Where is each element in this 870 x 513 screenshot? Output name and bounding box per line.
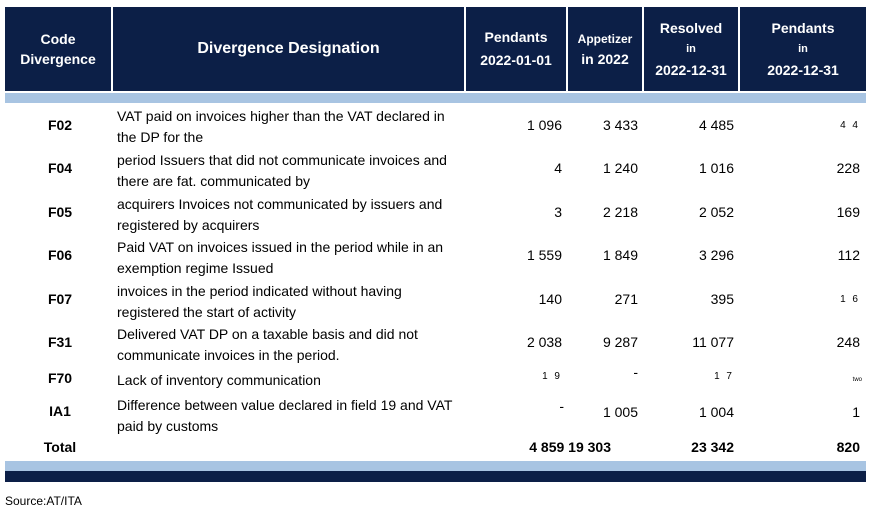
total-label: Total bbox=[43, 439, 77, 455]
row-code: F05 bbox=[47, 204, 73, 220]
cell-appetizer: 9 287 bbox=[602, 334, 638, 350]
cell-resolved: 11 077 bbox=[692, 334, 734, 350]
row-code: F07 bbox=[47, 291, 73, 307]
cell-resolved: 1 016 bbox=[698, 160, 734, 176]
header-appetizer bbox=[568, 7, 642, 91]
header-appetizer-line2: in 2022 bbox=[581, 51, 629, 67]
row-description: acquirers Invoices not communicated by issuers and registered by acquirers bbox=[117, 196, 443, 233]
cell-resolved: 1 004 bbox=[698, 404, 734, 420]
header-resolved-line2: in bbox=[686, 43, 696, 55]
cell-pendants-start: 1 096 bbox=[526, 117, 562, 133]
row-description: Delivered VAT DP on a taxable basis and did not communicate invoices in the period. bbox=[117, 326, 418, 363]
cell-appetizer: 271 bbox=[614, 291, 638, 307]
header-divergence-designation bbox=[113, 7, 464, 91]
cell-pendants-end: 169 bbox=[836, 204, 860, 220]
total-pendants-appetizer: 4 859 19 303 bbox=[529, 439, 611, 455]
cell-appetizer: 2 218 bbox=[602, 204, 638, 220]
footer-band bbox=[5, 461, 866, 471]
cell-resolved: 2 052 bbox=[698, 204, 734, 220]
cell-appetizer: 1 849 bbox=[602, 247, 638, 263]
cell-pendants-end: 112 bbox=[837, 247, 860, 263]
header-pendants-start bbox=[466, 7, 566, 91]
cell-pendants-start: 2 038 bbox=[526, 334, 562, 350]
row-description: VAT paid on invoices higher than the VAT declared in the DP for the bbox=[117, 108, 445, 145]
cell-pendants-end: 248 bbox=[836, 334, 860, 350]
cell-pendants-end: 1 6 bbox=[840, 294, 860, 305]
cell-pendants-start: 1 9 bbox=[542, 371, 562, 382]
cell-appetizer: 3 433 bbox=[602, 117, 638, 133]
cell-appetizer: 1 240 bbox=[602, 160, 638, 176]
cell-pendants-start: 4 bbox=[554, 160, 562, 176]
footer-bar bbox=[5, 471, 866, 482]
source-note: Source:AT/ITA bbox=[5, 494, 82, 508]
cell-resolved: 3 296 bbox=[698, 247, 734, 263]
header-pendants-end-line3: 2022-12-31 bbox=[767, 62, 839, 78]
row-code: F06 bbox=[47, 247, 73, 263]
cell-pendants-start: 140 bbox=[538, 291, 562, 307]
header-designation-label: Divergence Designation bbox=[197, 40, 380, 57]
header-pendants-end-line1: Pendants bbox=[771, 20, 835, 36]
row-description: Difference between value declared in field 19 and VAT paid by customs bbox=[117, 397, 453, 434]
header-code-divergence bbox=[5, 7, 111, 91]
cell-appetizer: 1 005 bbox=[602, 404, 638, 420]
cell-pendants-end: 1 bbox=[852, 404, 860, 420]
header-appetizer-line1: Appetizer bbox=[577, 32, 633, 46]
row-code: IA1 bbox=[49, 403, 71, 419]
header-pendants-start-line2: 2022-01-01 bbox=[480, 52, 552, 68]
cell-pendants-end: 4 4 bbox=[840, 120, 860, 131]
row-description: Paid VAT on invoices issued in the period while in an exemption regime Issued bbox=[117, 239, 444, 276]
cell-resolved: 4 485 bbox=[698, 117, 734, 133]
total-pendants-end: 820 bbox=[836, 439, 860, 455]
cell-pendants-start: 3 bbox=[554, 204, 562, 220]
cell-pendants-start: 1 559 bbox=[526, 247, 562, 263]
header-pendants-end bbox=[740, 7, 866, 91]
header-code-line2: Divergence bbox=[20, 51, 96, 67]
cell-resolved: 395 bbox=[710, 291, 734, 307]
header-resolved bbox=[644, 7, 738, 91]
row-description: Lack of inventory communication bbox=[117, 372, 321, 388]
header-band bbox=[5, 93, 866, 103]
cell-pendants-end: 228 bbox=[836, 160, 860, 176]
row-description: period Issuers that did not communicate invoices and there are fat. communicated by bbox=[117, 152, 447, 189]
row-code: F04 bbox=[47, 160, 73, 176]
header-pendants-end-line2: in bbox=[798, 43, 808, 55]
total-resolved: 23 342 bbox=[691, 439, 734, 455]
row-code: F31 bbox=[47, 334, 73, 350]
cell-resolved: 1 7 bbox=[714, 371, 734, 382]
header-pendants-start-line1: Pendants bbox=[484, 29, 548, 45]
header-code-line1: Code bbox=[40, 31, 76, 47]
row-description: invoices in the period indicated without having registered the start of activity bbox=[117, 283, 402, 320]
row-code: F02 bbox=[47, 117, 73, 133]
cell-pendants-end: two bbox=[852, 377, 862, 383]
header-resolved-line1: Resolved bbox=[659, 20, 723, 36]
row-code: F70 bbox=[47, 370, 73, 386]
header-resolved-line3: 2022-12-31 bbox=[655, 62, 727, 78]
cell-pendants-start: - bbox=[559, 398, 564, 414]
cell-appetizer: - bbox=[633, 364, 638, 380]
